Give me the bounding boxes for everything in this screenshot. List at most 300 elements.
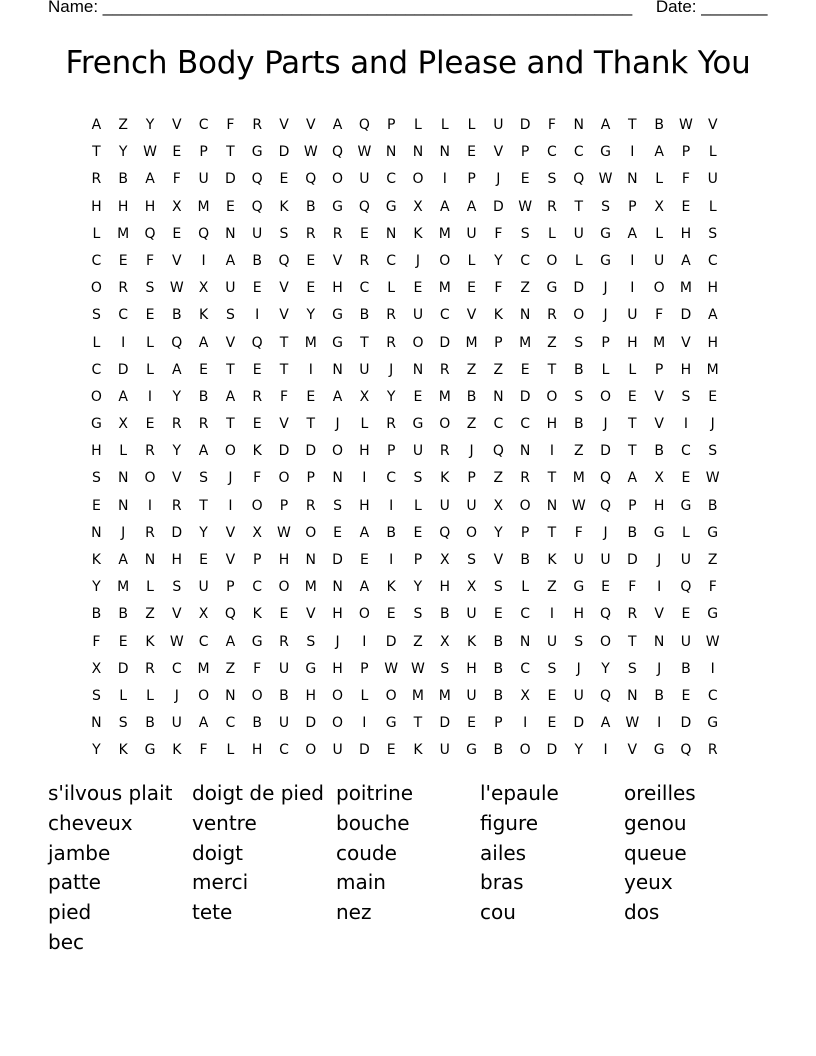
grid-letter: B <box>627 524 638 541</box>
grid-letter: F <box>547 117 556 133</box>
grid-letter: U <box>466 497 477 514</box>
grid-letter: Q <box>600 687 612 704</box>
grid-letter: U <box>171 715 182 732</box>
grid-letter: B <box>654 687 664 704</box>
grid-letter: B <box>439 606 450 623</box>
grid-letter: M <box>438 687 451 704</box>
grid-letter: R <box>627 606 638 623</box>
grid-letter: N <box>412 144 424 161</box>
grid-letter: M <box>519 334 532 351</box>
grid-letter: I <box>255 307 260 324</box>
grid-letter: T <box>628 117 637 133</box>
grid-letter: L <box>655 171 664 188</box>
grid-letter: T <box>547 470 557 487</box>
grid-letter: E <box>681 470 691 487</box>
grid-letter: M <box>197 198 210 215</box>
grid-letter: N <box>546 497 558 514</box>
grid-letter: S <box>708 443 718 460</box>
grid-letter: F <box>92 633 101 650</box>
grid-letter: F <box>655 307 664 324</box>
grid-letter: Z <box>466 361 477 378</box>
grid-letter: B <box>198 388 209 405</box>
grid-letter: E <box>306 280 316 297</box>
grid-letter: V <box>332 252 343 269</box>
grid-letter: C <box>386 470 397 487</box>
grid-letter: O <box>278 470 290 487</box>
grid-letter: M <box>411 687 424 704</box>
grid-letter: L <box>387 280 396 297</box>
grid-letter: A <box>332 117 343 133</box>
grid-letter: D <box>680 715 692 732</box>
grid-letter: J <box>657 552 662 568</box>
word-list-item: doigt de pied <box>192 781 324 805</box>
grid-letter: S <box>574 334 584 351</box>
grid-letter: C <box>439 307 450 324</box>
grid-letter: M <box>706 361 719 378</box>
grid-letter: C <box>359 280 370 297</box>
grid-letter: L <box>360 687 369 704</box>
grid-letter: D <box>358 742 370 759</box>
grid-letter: I <box>603 742 608 759</box>
grid-letter: V <box>225 552 236 568</box>
grid-letter: O <box>385 687 397 704</box>
grid-letter: J <box>603 280 608 297</box>
grid-letter: D <box>439 334 451 351</box>
word-list-item: pied <box>48 900 92 925</box>
grid-letter: E <box>279 171 289 188</box>
grid-letter: O <box>600 633 612 650</box>
grid-letter: O <box>224 443 236 460</box>
grid-letter: I <box>201 252 206 269</box>
grid-letter: J <box>657 660 662 677</box>
grid-letter: I <box>657 715 662 732</box>
grid-letter: E <box>467 715 476 732</box>
grid-letter: O <box>332 443 344 460</box>
grid-letter: Q <box>680 742 692 759</box>
word-list-item: oreilles <box>624 781 696 805</box>
grid-letter: E <box>413 280 423 297</box>
grid-letter: M <box>679 280 692 297</box>
grid-letter: I <box>710 660 715 677</box>
grid-letter: S <box>574 388 584 405</box>
grid-letter: H <box>144 198 156 215</box>
grid-letter: R <box>91 171 102 188</box>
grid-letter: R <box>252 117 263 133</box>
grid-letter: H <box>332 660 343 677</box>
page-title: French Body Parts and Please and Thank You <box>65 45 751 81</box>
grid-letter: F <box>172 171 181 188</box>
grid-letter: A <box>145 171 155 188</box>
grid-letter: X <box>654 470 664 487</box>
grid-letter: S <box>520 225 530 242</box>
grid-letter: L <box>360 416 369 433</box>
grid-letter: M <box>438 225 451 242</box>
grid-letter: V <box>627 742 638 759</box>
grid-letter: G <box>385 198 397 215</box>
grid-letter: C <box>91 361 102 378</box>
word-list-item: ailes <box>480 840 527 865</box>
grid-letter: H <box>251 742 263 759</box>
grid-letter: S <box>601 198 610 215</box>
word-list-item: yeux <box>624 870 673 895</box>
grid-letter: I <box>630 280 635 297</box>
grid-letter: U <box>627 307 638 324</box>
grid-letter: E <box>279 606 289 623</box>
grid-letter: M <box>653 334 666 351</box>
grid-letter: V <box>493 144 504 161</box>
grid-letter: N <box>385 225 397 242</box>
word-list-item: l'epaule <box>480 781 559 805</box>
grid-letter: C <box>91 252 102 269</box>
grid-letter: J <box>469 443 474 460</box>
grid-letter: X <box>198 606 209 623</box>
grid-letter: Y <box>306 307 316 324</box>
grid-letter: T <box>360 334 369 351</box>
grid-letter: Z <box>520 280 530 297</box>
grid-letter: P <box>279 497 289 514</box>
grid-letter: R <box>520 470 531 487</box>
grid-letter: K <box>91 552 101 568</box>
grid-letter: P <box>628 198 637 215</box>
grid-letter: G <box>251 144 263 161</box>
grid-letter: O <box>439 416 451 433</box>
grid-letter: B <box>654 117 664 133</box>
grid-letter: B <box>493 742 504 759</box>
grid-letter: R <box>332 225 343 242</box>
grid-letter: E <box>252 361 262 378</box>
grid-letter: G <box>144 742 156 759</box>
word-list-item: bec <box>48 929 84 954</box>
grid-letter: U <box>680 552 692 568</box>
grid-letter: C <box>118 307 129 324</box>
grid-letter: R <box>386 334 397 351</box>
grid-letter: Z <box>145 606 155 623</box>
grid-letter: G <box>600 225 611 242</box>
grid-letter: N <box>91 715 102 732</box>
grid-letter: I <box>389 552 394 568</box>
grid-letter: O <box>358 606 370 623</box>
grid-letter: V <box>172 252 182 269</box>
grid-letter: L <box>92 334 101 351</box>
word-search-grid <box>83 112 726 765</box>
grid-letter: E <box>306 388 316 405</box>
grid-letter: U <box>359 171 370 188</box>
grid-letter: U <box>198 579 209 596</box>
grid-letter: W <box>169 633 184 650</box>
grid-letter: E <box>118 633 128 650</box>
grid-letter: J <box>415 252 421 269</box>
grid-letter: E <box>333 524 342 541</box>
grid-letter: E <box>493 606 503 623</box>
grid-letter: S <box>145 280 155 297</box>
grid-letter: B <box>386 524 396 541</box>
grid-letter: U <box>573 687 584 704</box>
grid-letter: U <box>493 117 504 133</box>
grid-letter: V <box>466 307 477 324</box>
grid-letter: N <box>144 552 156 568</box>
grid-letter: E <box>252 416 262 433</box>
grid-letter: W <box>384 660 399 677</box>
grid-letter: Y <box>494 524 503 541</box>
grid-letter: B <box>118 606 128 623</box>
grid-letter: R <box>145 524 155 541</box>
grid-letter: G <box>653 524 665 541</box>
grid-letter: E <box>145 307 155 324</box>
grid-letter: Z <box>547 579 557 596</box>
grid-letter: G <box>90 416 102 433</box>
grid-letter: K <box>547 552 557 568</box>
grid-letter: U <box>439 497 450 514</box>
grid-letter: U <box>278 660 290 677</box>
grid-letter: D <box>492 198 504 215</box>
grid-letter: O <box>305 742 317 759</box>
grid-letter: L <box>146 361 154 378</box>
grid-letter: Y <box>413 579 423 596</box>
word-list-item: cou <box>480 900 516 925</box>
grid-letter: H <box>707 334 718 351</box>
grid-letter: B <box>520 552 530 568</box>
grid-letter: P <box>252 552 262 568</box>
grid-letter: D <box>626 552 638 568</box>
word-list-item: dos <box>624 900 660 925</box>
grid-letter: W <box>518 198 533 215</box>
grid-letter: S <box>172 579 182 596</box>
grid-letter: D <box>305 443 317 460</box>
grid-letter: P <box>681 144 691 161</box>
grid-letter: O <box>519 497 531 514</box>
grid-letter: J <box>710 416 715 433</box>
grid-letter: J <box>228 470 233 487</box>
grid-letter: E <box>199 361 209 378</box>
grid-letter: Y <box>145 117 155 133</box>
grid-letter: Z <box>413 633 423 650</box>
grid-letter: L <box>574 252 583 269</box>
grid-letter: I <box>147 497 153 514</box>
grid-letter: D <box>171 524 183 541</box>
grid-letter: M <box>117 225 130 242</box>
grid-letter: U <box>198 171 209 188</box>
grid-letter: O <box>332 715 344 732</box>
grid-letter: L <box>708 144 717 161</box>
grid-letter: M <box>117 579 130 596</box>
grid-letter: H <box>332 280 343 297</box>
grid-letter: W <box>277 524 291 541</box>
grid-letter: G <box>680 497 692 514</box>
grid-letter: E <box>681 687 691 704</box>
grid-letter: K <box>145 633 155 650</box>
grid-letter: P <box>199 144 208 161</box>
grid-letter: X <box>252 524 262 541</box>
grid-letter: N <box>117 497 129 514</box>
grid-letter: D <box>680 307 692 324</box>
grid-letter: I <box>389 497 394 514</box>
grid-letter: L <box>655 225 664 242</box>
grid-letter: C <box>171 660 182 677</box>
grid-letter: X <box>439 633 450 650</box>
grid-letter: R <box>547 307 557 324</box>
grid-letter: S <box>574 633 584 650</box>
grid-letter: E <box>547 715 557 732</box>
grid-letter: H <box>171 552 183 568</box>
word-list-item: queue <box>624 840 687 865</box>
grid-letter: L <box>682 524 690 541</box>
grid-letter: E <box>252 280 262 297</box>
grid-letter: D <box>439 715 451 732</box>
grid-letter: S <box>467 552 476 568</box>
grid-letter: A <box>225 252 236 269</box>
grid-letter: T <box>226 361 235 378</box>
grid-letter: O <box>90 280 102 297</box>
grid-letter: V <box>654 606 664 623</box>
grid-letter: D <box>385 633 397 650</box>
grid-letter: P <box>360 660 369 677</box>
grid-letter: K <box>252 443 262 460</box>
grid-letter: L <box>467 252 476 269</box>
grid-letter: M <box>304 579 317 596</box>
grid-letter: F <box>681 171 690 188</box>
grid-letter: B <box>171 307 182 324</box>
grid-letter: C <box>493 416 504 433</box>
grid-letter: L <box>226 742 235 759</box>
grid-letter: X <box>171 198 182 215</box>
grid-letter: J <box>603 307 608 324</box>
grid-letter: S <box>91 307 101 324</box>
grid-letter: L <box>414 497 422 514</box>
grid-letter: A <box>91 117 102 133</box>
grid-letter: A <box>225 633 236 650</box>
grid-letter: G <box>305 660 317 677</box>
grid-letter: G <box>385 715 397 732</box>
grid-letter: H <box>278 552 290 568</box>
grid-letter: H <box>91 443 102 460</box>
grid-letter: T <box>628 416 637 433</box>
grid-letter: W <box>705 633 720 650</box>
grid-letter: W <box>411 660 425 677</box>
grid-letter: O <box>278 579 290 596</box>
grid-letter: R <box>547 198 557 215</box>
grid-letter: W <box>598 171 613 188</box>
grid-letter: B <box>654 443 664 460</box>
grid-letter: P <box>386 117 396 133</box>
grid-letter: I <box>362 715 367 732</box>
grid-letter: D <box>332 552 343 568</box>
grid-letter: W <box>625 715 640 732</box>
grid-letter: I <box>683 416 688 433</box>
grid-letter: V <box>493 552 504 568</box>
grid-letter: B <box>252 715 262 732</box>
grid-letter: K <box>466 633 477 650</box>
grid-letter: I <box>630 144 635 161</box>
grid-letter: P <box>306 470 315 487</box>
grid-letter: R <box>359 252 370 269</box>
grid-letter: G <box>412 416 424 433</box>
grid-letter: Q <box>144 225 156 242</box>
grid-letter: V <box>654 388 664 405</box>
grid-letter: X <box>359 388 370 405</box>
grid-letter: L <box>146 687 154 704</box>
grid-letter: E <box>413 388 423 405</box>
grid-letter: L <box>440 117 449 133</box>
grid-letter: P <box>413 552 423 568</box>
grid-letter: C <box>279 742 289 759</box>
grid-letter: Q <box>358 117 370 133</box>
grid-letter: V <box>225 334 236 351</box>
grid-letter: C <box>681 443 691 460</box>
grid-letter: E <box>91 497 101 514</box>
grid-letter: P <box>628 497 637 514</box>
grid-letter: Q <box>358 198 370 215</box>
grid-letter: S <box>440 660 450 677</box>
grid-letter: I <box>523 715 528 732</box>
grid-letter: A <box>466 198 477 215</box>
grid-letter: G <box>332 307 343 324</box>
grid-letter: E <box>359 552 369 568</box>
grid-letter: V <box>172 117 182 133</box>
grid-letter: O <box>573 307 585 324</box>
grid-letter: U <box>252 225 263 242</box>
grid-letter: D <box>519 117 531 133</box>
word-list-item: ventre <box>192 810 257 835</box>
grid-letter: L <box>467 117 476 133</box>
grid-letter: X <box>493 497 504 514</box>
grid-letter: R <box>252 388 263 405</box>
grid-letter: E <box>172 225 182 242</box>
grid-letter: L <box>414 117 422 133</box>
grid-letter: R <box>305 225 316 242</box>
grid-letter: F <box>494 280 503 297</box>
grid-letter: M <box>304 334 317 351</box>
grid-letter: C <box>198 117 209 133</box>
word-list-item: tete <box>192 900 233 925</box>
grid-letter: F <box>226 117 235 133</box>
grid-letter: C <box>520 252 531 269</box>
grid-letter: N <box>519 633 531 650</box>
grid-letter: S <box>118 715 128 732</box>
grid-letter: K <box>252 606 262 623</box>
grid-letter: S <box>306 633 316 650</box>
grid-letter: U <box>546 633 558 650</box>
grid-letter: R <box>145 660 155 677</box>
grid-letter: H <box>305 687 317 704</box>
word-list-item: cheveux <box>48 810 133 835</box>
grid-letter: M <box>438 280 451 297</box>
grid-letter: H <box>627 334 638 351</box>
grid-letter: A <box>225 388 236 405</box>
grid-letter: N <box>305 552 317 568</box>
grid-letter: I <box>442 171 447 188</box>
grid-letter: P <box>520 144 530 161</box>
grid-letter: X <box>413 198 423 215</box>
grid-letter: Z <box>466 416 477 433</box>
grid-letter: Q <box>251 334 263 351</box>
grid-letter: G <box>707 715 719 732</box>
grid-letter: N <box>627 171 638 188</box>
grid-letter: A <box>198 715 209 732</box>
grid-letter: L <box>548 225 556 242</box>
grid-letter: O <box>251 687 263 704</box>
grid-letter: S <box>547 171 557 188</box>
grid-letter: X <box>520 687 530 704</box>
grid-letter: O <box>90 388 102 405</box>
grid-letter: B <box>573 361 584 378</box>
grid-letter: K <box>413 225 423 242</box>
grid-letter: E <box>199 552 209 568</box>
grid-letter: R <box>439 443 450 460</box>
grid-letter: M <box>197 660 210 677</box>
name-date-line: Name: ________________________________________________________ Date: _______ <box>48 0 768 16</box>
grid-letter: J <box>576 660 581 677</box>
grid-letter: H <box>439 579 451 596</box>
